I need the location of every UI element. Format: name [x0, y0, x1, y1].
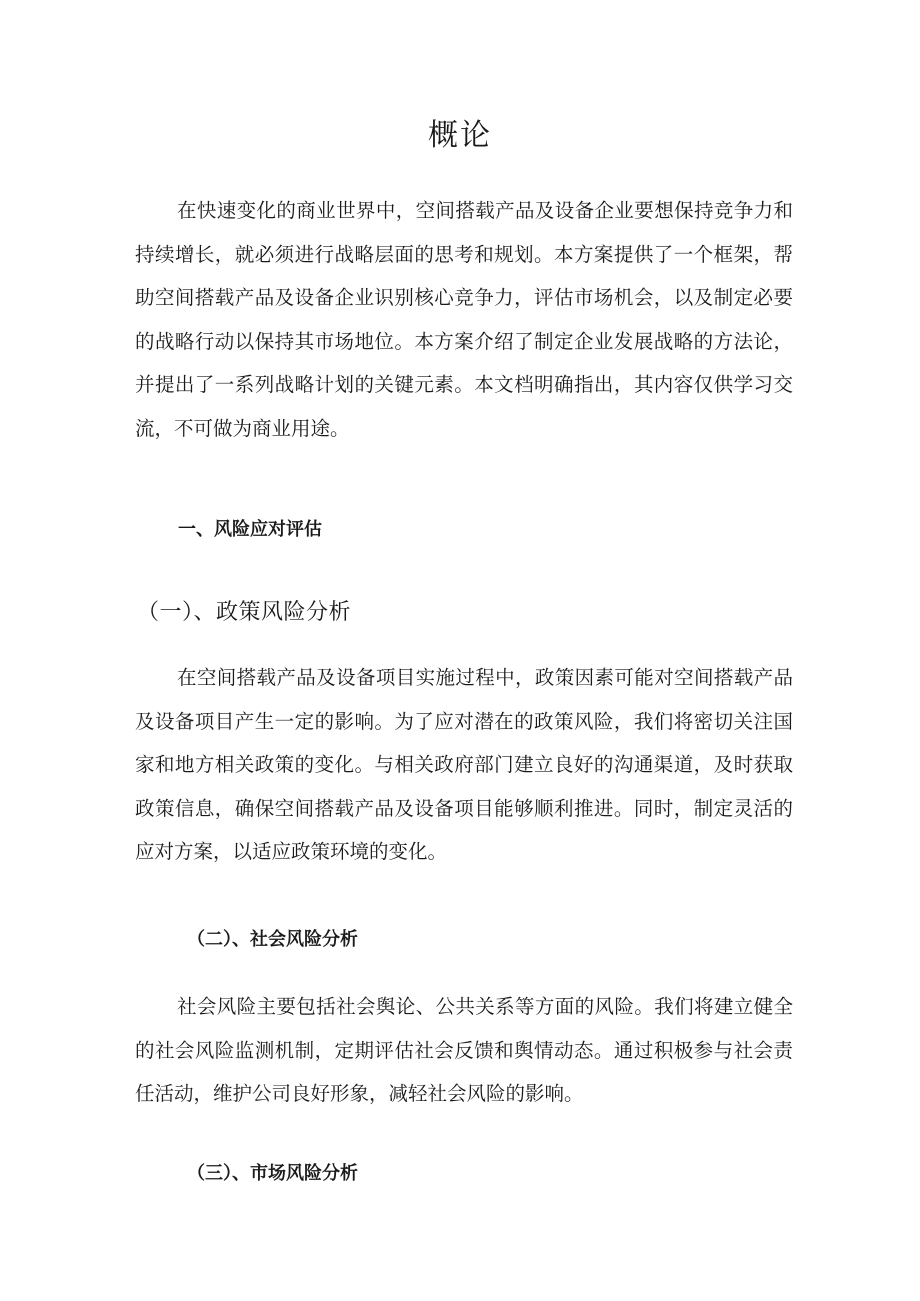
policy-risk-paragraph: 在空间搭载产品及设备项目实施过程中，政策因素可能对空间搭载产品及设备项目产生一定的影响。为了应对潜在的政策风险，我们将密切关注国家和地方相关政策的变化。与相关政府部门建立良好的沟通渠道，及时获取政策信息，确保空间搭载产品及设备项目能够顺利推进。同时，制定灵活的应对方案，以适应政策环境的变化。	[135, 666, 793, 863]
social-risk-paragraph: 社会风险主要包括社会舆论、公共关系等方面的风险。我们将建立健全的社会风险监测机制，定期评估社会反馈和舆情动态。通过积极参与社会责任活动，维护公司良好形象，减轻社会风险的影响。	[135, 995, 793, 1105]
subsection-heading-market-risk: （三）、市场风险分析	[187, 1163, 358, 1184]
section-heading-risk-assessment: 一、风险应对评估	[178, 519, 322, 540]
intro-paragraph: 在快速变化的商业世界中，空间搭载产品及设备企业要想保持竞争力和持续增长，就必须进行战略层面的思考和规划。本方案提供了一个框架，帮助空间搭载产品及设备企业识别核心竞争力，评估市场机会，以及制定必要的战略行动以保持其市场地位。本方案介绍了制定企业发展战略的方法论，并提出了一系列战略计划的关键元素。本文档明确指出，其内容仅供学习交流，不可做为商业用途。	[135, 199, 793, 440]
subsection-heading-policy-risk: （一）、政策风险分析	[137, 600, 352, 625]
page-title: 概论	[428, 118, 492, 153]
subsection-heading-social-risk: （二）、社会风险分析	[187, 929, 358, 950]
